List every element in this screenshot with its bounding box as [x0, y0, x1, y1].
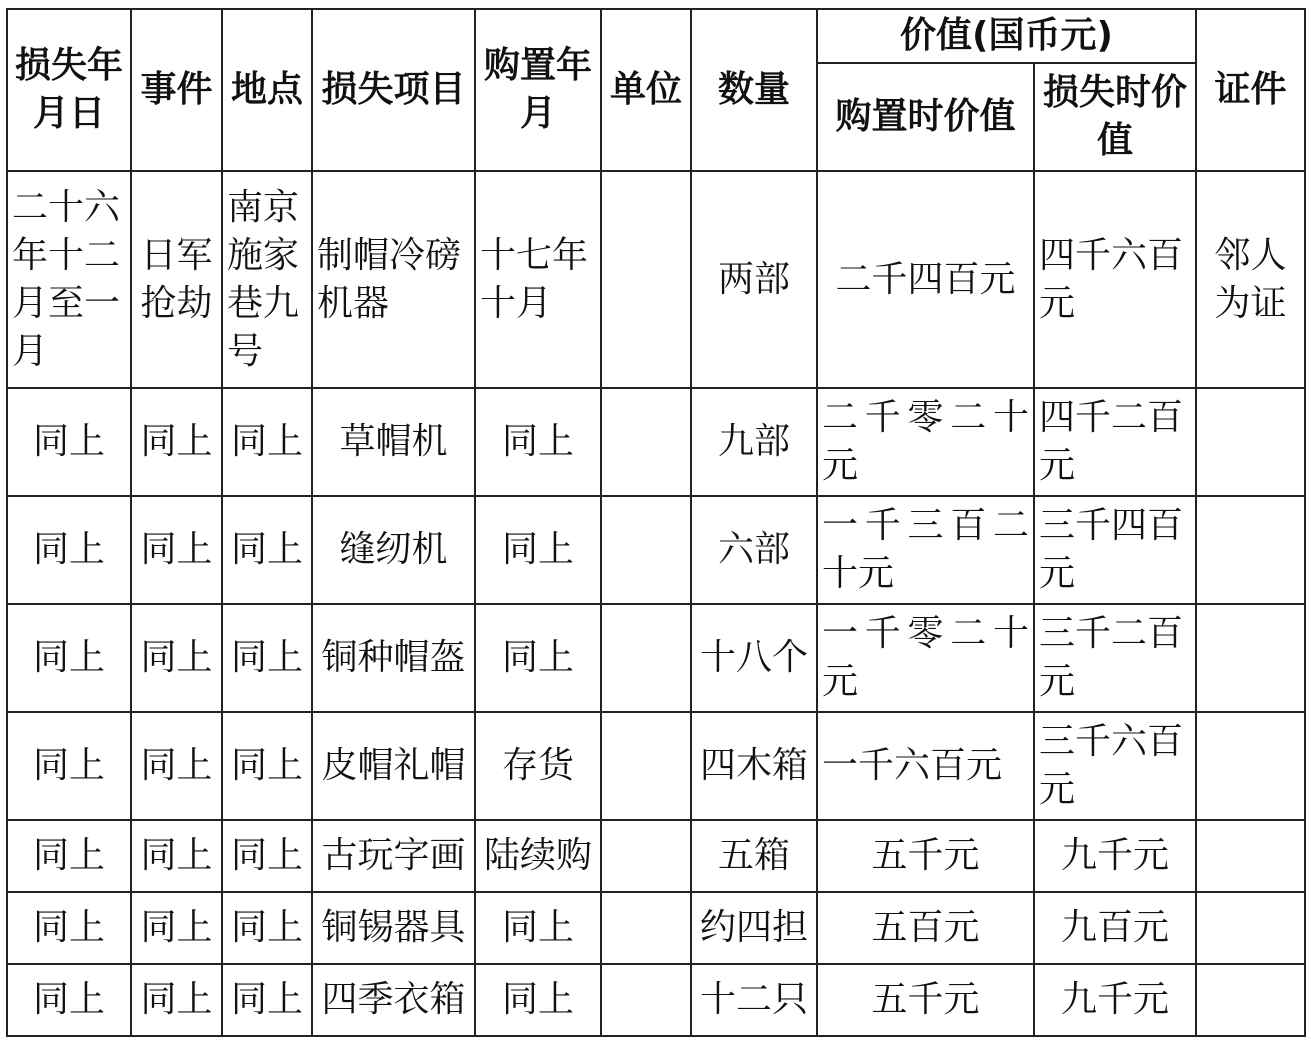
cell-place: 同上 [222, 892, 312, 964]
cell-date: 同上 [7, 964, 131, 1036]
cell-place: 同上 [222, 712, 312, 820]
header-value-loss: 损失时价值 [1034, 63, 1196, 171]
cell-purchase-date: 同上 [475, 388, 601, 496]
cell-item: 草帽机 [312, 388, 475, 496]
cell-value-loss: 三千四百元 [1034, 496, 1196, 604]
loss-table [6, 8, 1306, 1037]
cell-date: 同上 [7, 496, 131, 604]
cell-date: 同上 [7, 604, 131, 712]
cell-quantity: 十八个 [691, 604, 817, 712]
cell-quantity: 约四担 [691, 892, 817, 964]
cell-item: 古玩字画 [312, 820, 475, 892]
header-event: 事件 [131, 9, 222, 171]
cell-evidence [1196, 604, 1305, 712]
table-row [7, 964, 1305, 1036]
cell-item: 铜锡器具 [312, 892, 475, 964]
cell-evidence [1196, 496, 1305, 604]
cell-purchase-date: 同上 [475, 892, 601, 964]
cell-event: 同上 [131, 892, 222, 964]
cell-value-loss: 九千元 [1034, 964, 1196, 1036]
cell-event: 同上 [131, 604, 222, 712]
cell-purchase-date: 同上 [475, 604, 601, 712]
cell-unit [601, 171, 691, 388]
cell-evidence [1196, 964, 1305, 1036]
cell-item: 制帽冷磅机器 [312, 171, 475, 388]
cell-quantity: 五箱 [691, 820, 817, 892]
cell-date: 二十六年十二月至一月 [7, 171, 131, 388]
table-row [7, 388, 1305, 496]
header-evidence: 证件 [1196, 9, 1305, 171]
cell-place: 南京施家巷九号 [222, 171, 312, 388]
table-row [7, 892, 1305, 964]
cell-purchase-date: 陆续购 [475, 820, 601, 892]
cell-purchase-date: 同上 [475, 964, 601, 1036]
cell-place: 同上 [222, 604, 312, 712]
cell-value-loss: 三千六百元 [1034, 712, 1196, 820]
cell-quantity: 六部 [691, 496, 817, 604]
cell-place: 同上 [222, 496, 312, 604]
cell-date: 同上 [7, 388, 131, 496]
cell-value-loss: 九千元 [1034, 820, 1196, 892]
cell-item: 四季衣箱 [312, 964, 475, 1036]
cell-value-purchase: 二千零二十元 [817, 388, 1034, 496]
cell-quantity: 四木箱 [691, 712, 817, 820]
cell-item: 铜种帽盔 [312, 604, 475, 712]
cell-event: 同上 [131, 388, 222, 496]
cell-evidence: 邻人为证 [1196, 171, 1305, 388]
cell-purchase-date: 十七年十月 [475, 171, 601, 388]
cell-value-purchase: 五百元 [817, 892, 1034, 964]
table-row [7, 712, 1305, 820]
cell-value-loss: 三千二百元 [1034, 604, 1196, 712]
cell-unit [601, 712, 691, 820]
cell-event: 同上 [131, 820, 222, 892]
cell-value-purchase: 一千六百元 [817, 712, 1034, 820]
table-row [7, 496, 1305, 604]
header-value-group: 价值(国币元) [817, 9, 1196, 63]
cell-value-loss: 九百元 [1034, 892, 1196, 964]
cell-item: 缝纫机 [312, 496, 475, 604]
header-unit: 单位 [601, 9, 691, 171]
cell-event: 同上 [131, 964, 222, 1036]
header-place: 地点 [222, 9, 312, 171]
cell-value-purchase: 一千零二十元 [817, 604, 1034, 712]
table-row [7, 820, 1305, 892]
header-item: 损失项目 [312, 9, 475, 171]
table-row [7, 171, 1305, 388]
cell-evidence [1196, 892, 1305, 964]
cell-unit [601, 820, 691, 892]
cell-item: 皮帽礼帽 [312, 712, 475, 820]
header-quantity: 数量 [691, 9, 817, 171]
cell-place: 同上 [222, 388, 312, 496]
cell-date: 同上 [7, 892, 131, 964]
cell-quantity: 两部 [691, 171, 817, 388]
cell-evidence [1196, 712, 1305, 820]
cell-unit [601, 604, 691, 712]
header-purchase-date: 购置年月 [475, 9, 601, 171]
cell-unit [601, 388, 691, 496]
cell-value-purchase: 五千元 [817, 964, 1034, 1036]
header-date: 损失年月日 [7, 9, 131, 171]
cell-value-purchase: 一千三百二十元 [817, 496, 1034, 604]
cell-event: 同上 [131, 496, 222, 604]
cell-date: 同上 [7, 820, 131, 892]
cell-place: 同上 [222, 964, 312, 1036]
cell-purchase-date: 同上 [475, 496, 601, 604]
cell-place: 同上 [222, 820, 312, 892]
cell-unit [601, 892, 691, 964]
cell-event: 同上 [131, 712, 222, 820]
cell-value-purchase: 二千四百元 [817, 171, 1034, 388]
cell-unit [601, 964, 691, 1036]
cell-evidence [1196, 820, 1305, 892]
cell-event: 日军抢劫 [131, 171, 222, 388]
cell-evidence [1196, 388, 1305, 496]
cell-quantity: 十二只 [691, 964, 817, 1036]
cell-quantity: 九部 [691, 388, 817, 496]
table-row [7, 604, 1305, 712]
header-value-purchase: 购置时价值 [817, 63, 1034, 171]
cell-value-loss: 四千六百元 [1034, 171, 1196, 388]
cell-purchase-date: 存货 [475, 712, 601, 820]
cell-value-purchase: 五千元 [817, 820, 1034, 892]
cell-date: 同上 [7, 712, 131, 820]
cell-value-loss: 四千二百元 [1034, 388, 1196, 496]
cell-unit [601, 496, 691, 604]
